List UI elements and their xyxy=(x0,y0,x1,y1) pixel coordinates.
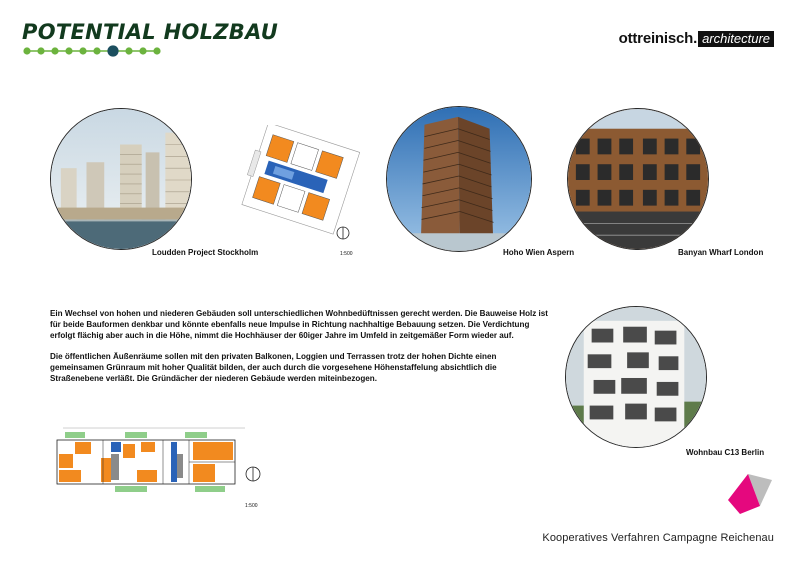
page-title: POTENTIAL HOLZBAU xyxy=(22,20,279,44)
timber-tower-photo xyxy=(386,106,532,252)
city-towers-photo xyxy=(50,108,192,250)
timber-facade-photo xyxy=(567,108,709,250)
floor-plan-drawing xyxy=(45,422,267,502)
caption-banyan: Banyan Wharf London xyxy=(678,248,764,257)
project-description xyxy=(50,308,550,394)
logo-name: ottreinisch. xyxy=(618,30,698,47)
architect-logo xyxy=(619,30,774,47)
footer-title: Kooperatives Verfahren Campagne Reichenau xyxy=(542,532,774,544)
site-plan-scale: 1:500 xyxy=(340,251,353,257)
description-paragraph: Die öffentlichen Äußenräume sollen mit den privaten Balkonen, Loggien und Terrassen trotz der hohen Dichte einen gemeinsamen Grünraum mit hoher Qualität bilden, der auch durch die vorgesehene Höhenstaffelung absichtlich die Straßenebene verläßt. Die Gründächer der niederen Gebäude werden miteinbezogen. xyxy=(50,352,497,383)
stacked-housing-photo xyxy=(565,306,707,448)
floor-plan-scale: 1:500 xyxy=(245,503,258,509)
caption-hoho: Hoho Wien Aspern xyxy=(503,248,575,257)
description-paragraph: Ein Wechsel von hohen und niederen Gebäuden soll unterschiedlichen Wohnbedüftnissen gerecht werden. Die Bauweise Holz ist für beide Bauformen denkbar und könnte ebenfalls neue Impulse in Richtung nachhaltige Bebauung setzen. Die Verdichtung erfolgt flächig aber auch in die Höhe, nimmt die Hochhäuser der 60iger Jahre im Umfeld in zeitgemäßer Form wieder auf. xyxy=(50,309,549,340)
logo-shape-icon xyxy=(726,472,774,516)
caption-c13: Wohnbau C13 Berlin xyxy=(686,448,765,457)
site-plan-drawing xyxy=(236,125,360,253)
logo-tag: architecture xyxy=(698,31,774,47)
dot-line-logo xyxy=(22,44,162,58)
caption-loudden: Loudden Project Stockholm xyxy=(152,248,259,257)
